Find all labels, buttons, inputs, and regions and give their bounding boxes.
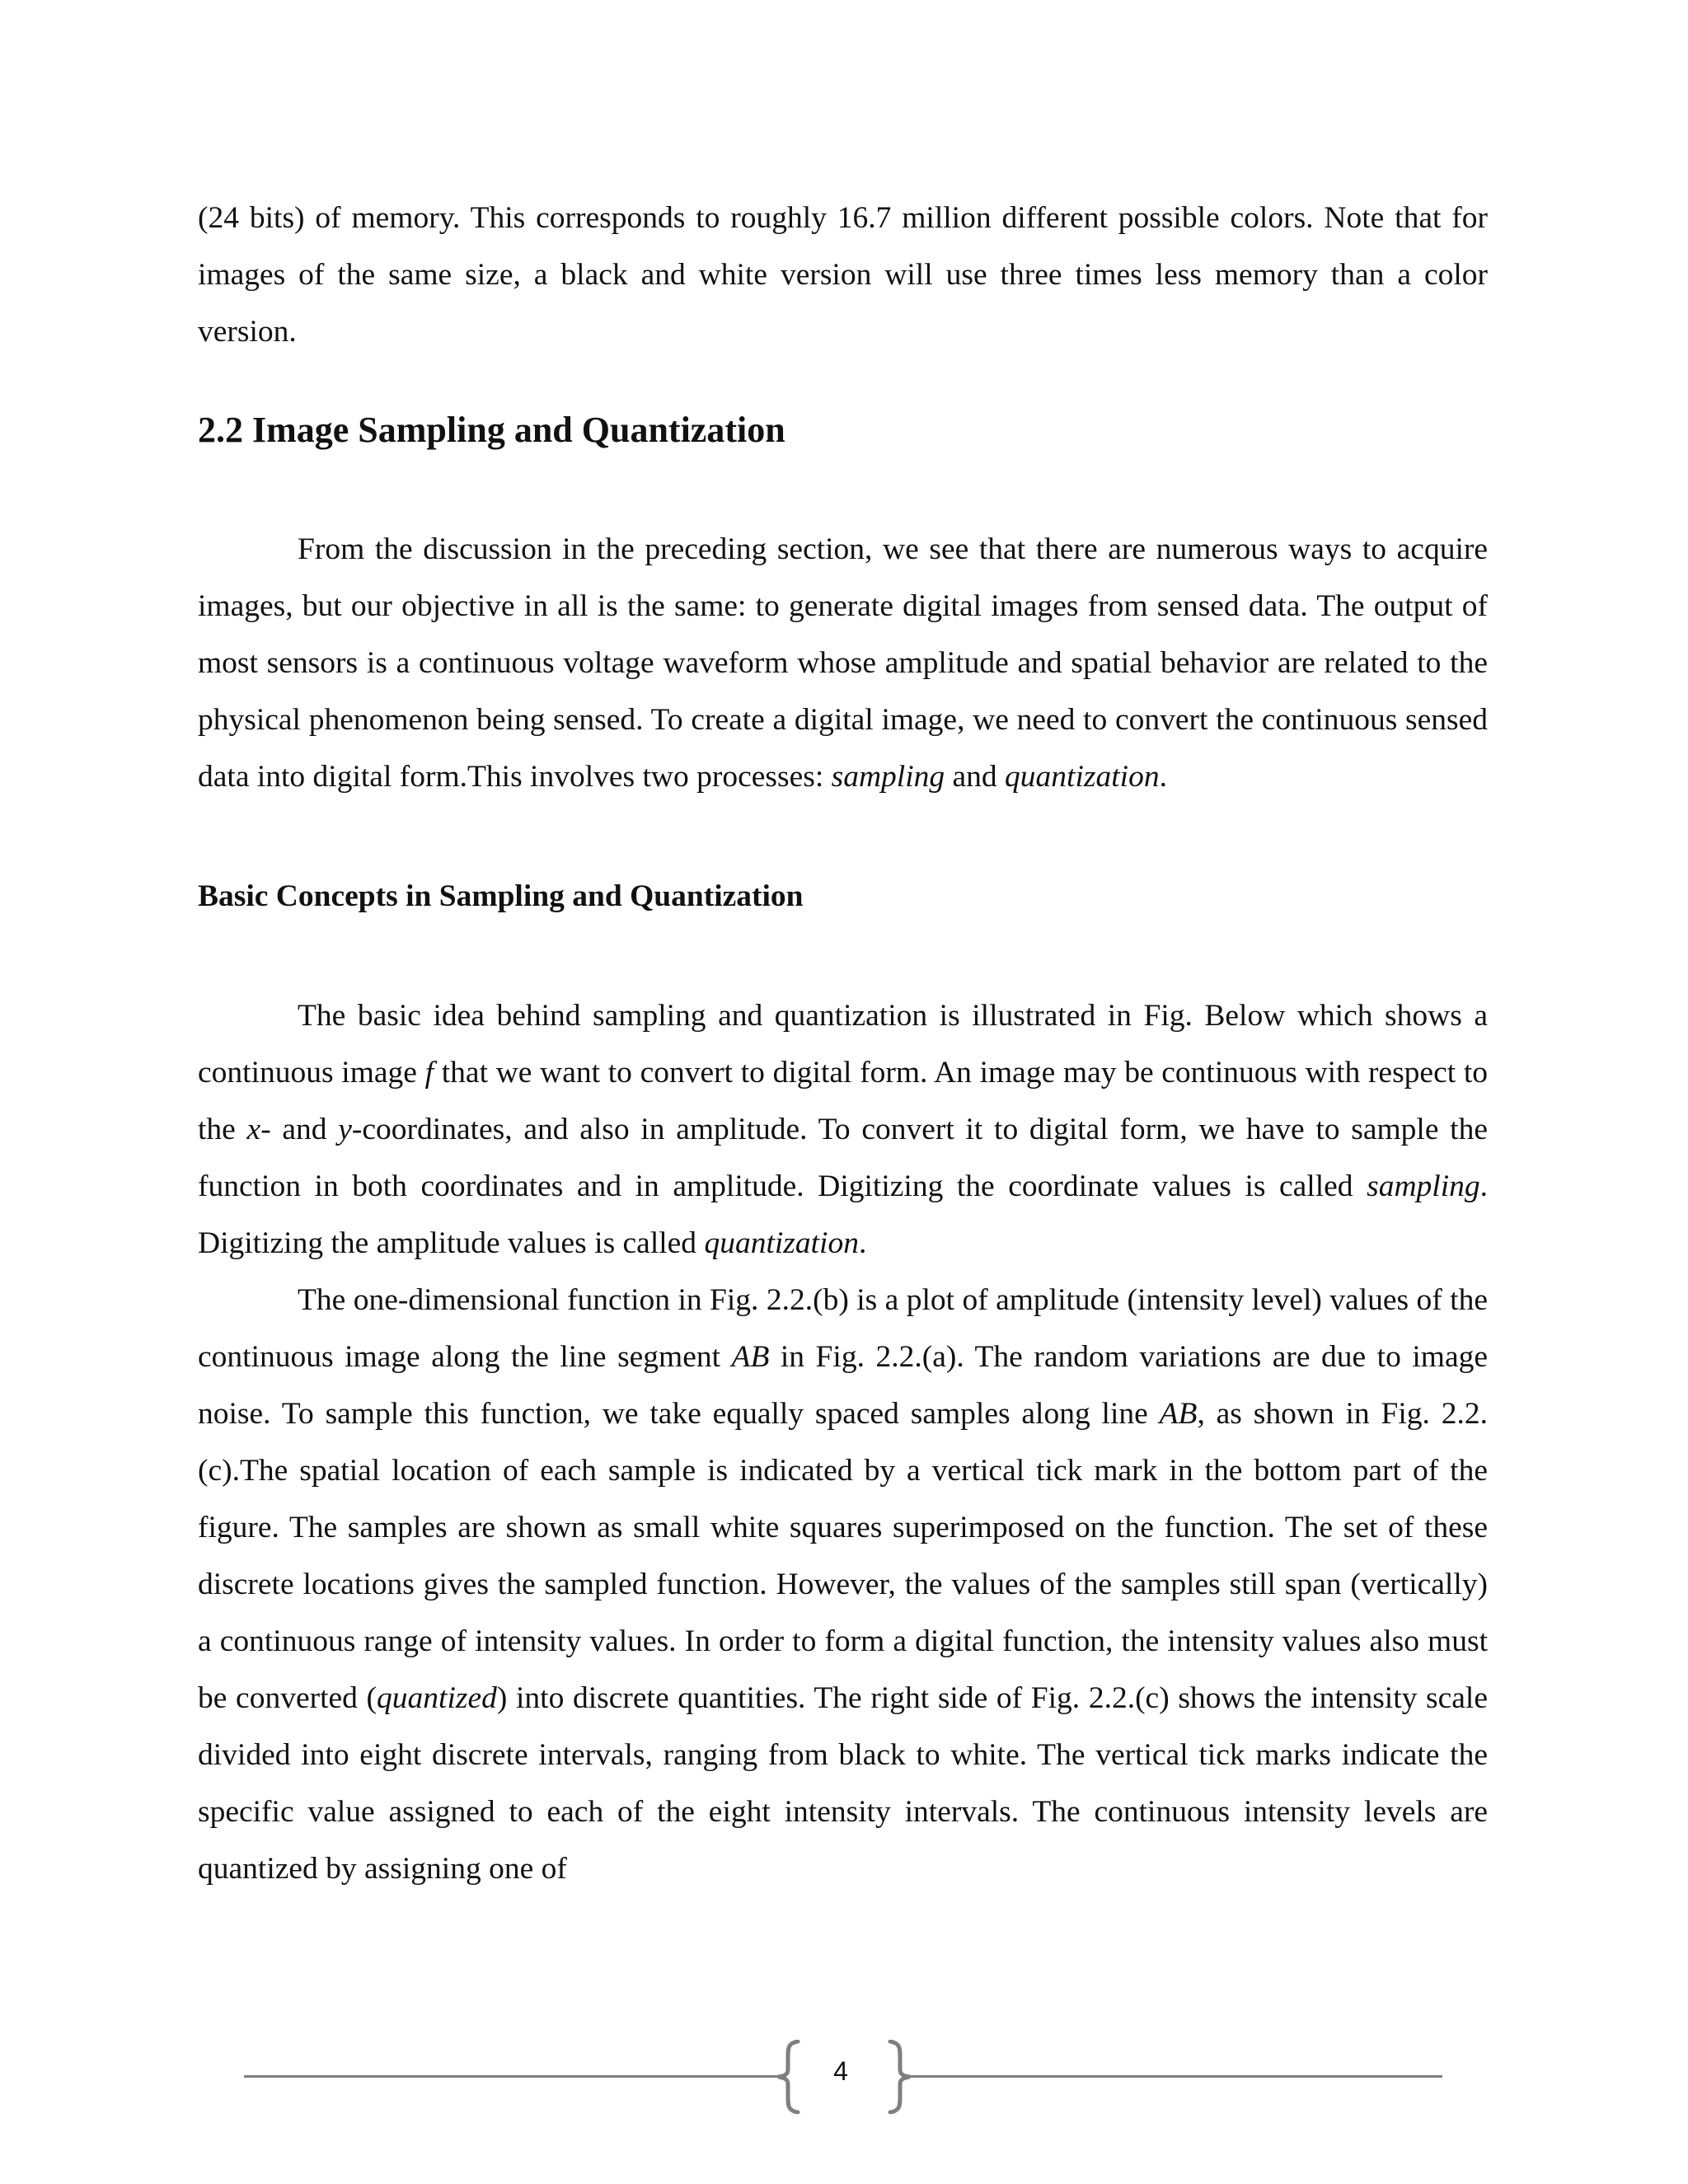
text-span: . <box>858 1226 867 1260</box>
emphasis-sampling: sampling <box>831 760 945 794</box>
text-span: - and <box>260 1113 339 1146</box>
text-span: that we want to convert to digital form. An image may be continuous with respect to the <box>198 1056 1489 1146</box>
text-span: , as shown in Fig. 2.2.(c).The spatial location of each sample is indicated by a vertical tick mark in the bottom part of the figure. The samples are shown as small white squares superimposed on the function. The set of these discrete locations gives the sampled function. However, the values of the samples still span (vertically) a continuous range of intensity values. In order to form a digital function, the intensity values also must be converted ( <box>198 1397 1488 1715</box>
emphasis-quantization: quantization <box>704 1226 859 1260</box>
text-span: The one-dimensional function in Fig. 2.2.(b) is a plot of amplitude (intensity level) values of the continuous image along the line segment <box>198 1283 1488 1374</box>
text-span: . <box>1159 760 1167 794</box>
footer-rule-left <box>244 2075 781 2078</box>
paragraph-intro <box>198 521 1488 805</box>
emphasis-quantization: quantization <box>1005 760 1160 794</box>
text-span: and <box>945 760 1006 794</box>
footer-rule-right <box>905 2075 1442 2078</box>
text-span: ) into discrete quantities. The right side of Fig. 2.2.(c) shows the intensity scale divided into eight discrete intervals, ranging from black to white. The vertical tick marks indicate the specific value assigned to each of the eight intensity intervals. The continuous intensity levels are quantized by assigning one of <box>198 1681 1488 1886</box>
emphasis-quantized: quantized <box>377 1681 497 1715</box>
page-footer <box>0 2040 1688 2114</box>
left-brace-icon <box>773 2040 801 2114</box>
emphasis-x: x <box>246 1113 261 1146</box>
text-span: . Digitizing the amplitude values is called <box>198 1169 1488 1260</box>
text-span: The basic idea behind sampling and quantization is illustrated in Fig. Below which shows a continuous image <box>198 999 1488 1090</box>
emphasis-sampling: sampling <box>1367 1169 1480 1203</box>
text-span: in Fig. 2.2.(a). The random variations are due to image noise. To sample this function, we take equally spaced samples along line <box>198 1340 1488 1431</box>
subsection-heading: Basic Concepts in Sampling and Quantization <box>198 879 804 913</box>
section-heading: 2.2 Image Sampling and Quantization <box>198 410 785 450</box>
emphasis-f: f <box>424 1056 434 1090</box>
text-span: -coordinates, and also in amplitude. To convert it to digital form, we have to sample the function in both coordinates and in amplitude. Digitizing the coordinate values is called <box>198 1113 1488 1203</box>
document-page <box>198 190 1488 1897</box>
paragraph-continued: (24 bits) of memory. This corresponds to roughly 16.7 million different possible colors. Note that for images of the same size, a black and white version will use three times less memory than a color version. <box>198 201 1488 349</box>
emphasis-ab: AB <box>1159 1397 1198 1431</box>
emphasis-ab: AB <box>731 1340 770 1374</box>
emphasis-y: y <box>338 1113 352 1146</box>
text-span: From the discussion in the preceding section, we see that there are numerous ways to acquire images, but our objective in all is the same: to generate digital images from sensed data. The output of most sensors is a continuous voltage waveform whose amplitude and spatial behavior are related to the physical phenomenon being sensed. To create a digital image, we need to convert the continuous sensed data into digital form.This involves two processes: <box>198 532 1488 794</box>
paragraph-basic-concepts <box>198 987 1488 1272</box>
page-number: 4 <box>833 2056 848 2086</box>
paragraph-one-dimensional <box>198 1272 1488 1897</box>
